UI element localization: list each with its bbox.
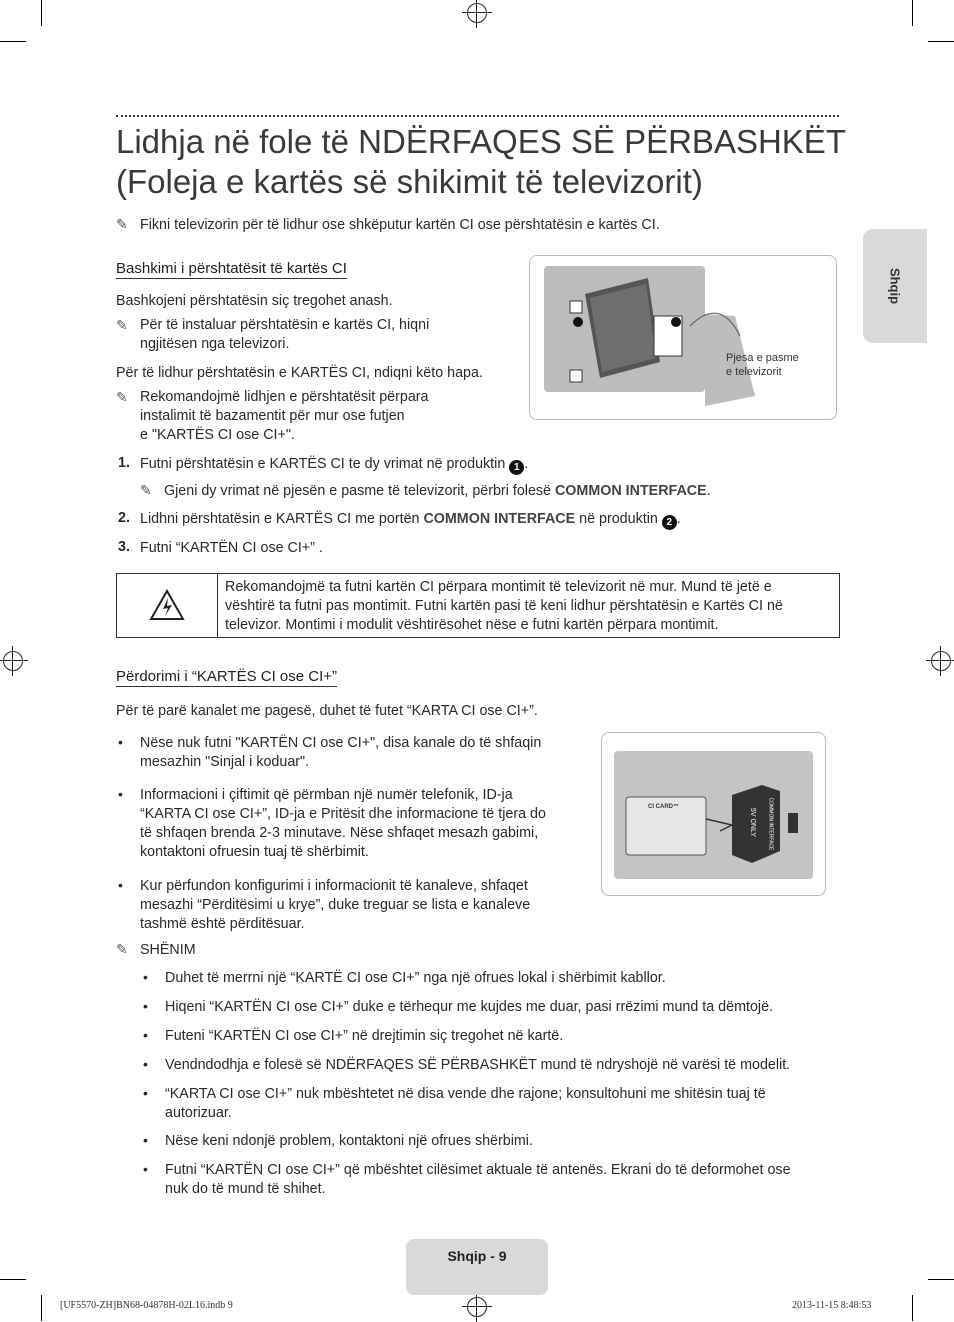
bullet: • (143, 1132, 148, 1148)
warning-line: Rekomandojmë ta futni kartën CI përpara montimit të televizorit në mur. Mund të jetë e (225, 579, 772, 595)
crop-mark (41, 0, 42, 26)
crop-mark (41, 1295, 42, 1321)
marker-1-icon: 1 (509, 460, 524, 475)
step-note-part: . (706, 483, 711, 499)
adapter-voltage-label: 5V ONLY (749, 807, 757, 838)
step-text-bold: COMMON INTERFACE (423, 511, 576, 527)
bullet-text (140, 786, 546, 862)
registration-mark-icon (467, 3, 487, 23)
note-item: Hiqeni “KARTËN CI ose CI+” duke e tërhequr me kujdes me duar, pasi rrëzimi mund ta dëmtojë. (165, 999, 774, 1015)
bullet: • (143, 1056, 148, 1072)
note-item (165, 1161, 791, 1199)
bullet-line: “KARTA CI ose CI+”, ID-ja e Pritësit dhe informacione të tjera do (140, 806, 546, 822)
step-text-part: në produktin (575, 511, 662, 527)
pencil-note-icon: ✎ (116, 389, 128, 405)
ci-card-illustration (601, 732, 826, 896)
page-number-tab (406, 1239, 548, 1295)
bullet: • (143, 998, 148, 1014)
bullet: • (143, 969, 148, 985)
warning-box (116, 573, 840, 638)
title-line-2: (Foleja e kartës së shikimit të televizorit) (116, 163, 703, 200)
warning-icon (149, 589, 185, 621)
hole-marker (570, 301, 582, 313)
note-line: Për të instaluar përshtatësin e kartës CI, hiqni (140, 317, 430, 333)
pencil-note-icon: ✎ (140, 482, 152, 498)
note-heading: SHËNIM (140, 942, 196, 958)
step-number: 2. (118, 510, 130, 526)
note-line: autorizuar. (165, 1105, 232, 1121)
note-line: “KARTA CI ose CI+” nuk mbështetet në disa vende dhe rajone; konsultohuni me shitësin tuaj të (165, 1086, 766, 1102)
section-heading: Përdorimi i “KARTËS CI ose CI+” (116, 668, 338, 685)
language-tab-label: Shqip (887, 267, 903, 305)
warning-divider (217, 574, 218, 637)
ci-adapter-face (590, 284, 656, 372)
bullet: • (118, 734, 123, 750)
title-divider (116, 115, 839, 117)
section-heading: Bashkimi i përshtatësit të kartës CI (116, 260, 347, 277)
paragraph: Për të parë kanalet me pagesë, duhet të futet “KARTA CI ose CI+”. (116, 703, 538, 719)
note-line: instalimit të bazamentit për mur ose futjen (140, 408, 405, 424)
hole-marker (570, 370, 582, 382)
step-text-part: Lidhni përshtatësin e KARTËS CI me portën (140, 511, 424, 527)
language-tab (863, 229, 927, 343)
bullet: • (118, 877, 123, 893)
adapter-plug (788, 813, 798, 833)
warning-line: vështirë ta futni pas montimit. Futni kartën pasi të keni lidhur përshtatësin e Kartës CI në (225, 598, 783, 614)
bullet-line: Nëse nuk futni "KARTËN CI ose CI+", disa kanale do të shfaqin (140, 735, 542, 751)
file-slug: [UF5570-ZH]BN68-04878H-02L16.indb 9 (60, 1300, 233, 1311)
step-text (140, 510, 681, 530)
registration-mark-icon (931, 651, 951, 671)
note-item: Vendndodhja e folesë së NDËRFAQES SË PËRBASHKËT mund të ndryshojë në varësi të modelit. (165, 1057, 791, 1073)
page-title (116, 122, 846, 202)
marker-2-icon: 2 (662, 515, 677, 530)
step-text: Futni “KARTËN CI ose CI+” . (140, 540, 323, 556)
bullet-text (140, 877, 530, 934)
crop-mark (928, 41, 954, 42)
bullet-line: tashmë është përditësuar. (140, 916, 305, 932)
step-text-part: Futni përshtatësin e KARTËS CI te dy vrimat në produktin (140, 456, 510, 472)
step-note-bold: COMMON INTERFACE (554, 483, 707, 499)
intro-note: Fikni televizorin për të lidhur ose shkëputur kartën CI ose përshtatësin e kartës CI. (140, 217, 660, 233)
crop-mark (0, 41, 26, 42)
warning-text (225, 578, 783, 635)
note-text (140, 316, 429, 354)
marker-1-icon (573, 317, 583, 327)
step-note (164, 482, 711, 501)
bullet: • (118, 786, 123, 802)
bullet: • (143, 1085, 148, 1101)
crop-mark (912, 1295, 913, 1321)
registration-mark-icon (3, 651, 23, 671)
bullet-text (140, 734, 541, 772)
paragraph: Për të lidhur përshtatësin e KARTËS CI, ndiqni këto hapa. (116, 365, 483, 381)
caption-line: e televizorit (726, 366, 782, 378)
adapter-illustration (529, 255, 837, 420)
image-caption (726, 351, 799, 379)
note-line: e "KARTËS CI ose CI+". (140, 427, 295, 443)
paragraph: Bashkojeni përshtatësin siç tregohet anash. (116, 293, 393, 309)
bullet-line: Informacioni i çiftimit që përmban një numër telefonik, ID-ja (140, 787, 513, 803)
bullet-line: mesazhin "Sinjal i koduar". (140, 754, 310, 770)
note-item: Futeni “KARTËN CI ose CI+” në drejtimin siç tregohet në kartë. (165, 1028, 564, 1044)
bullet-line: të shfaqen brenda 2-3 minutave. Nëse shfaqet mesazh gabimi, (140, 825, 539, 841)
caption-line: Pjesa e pasme (726, 352, 799, 364)
bullet: • (143, 1161, 148, 1177)
step-note-part: Gjeni dy vrimat në pjesën e pasme të televizorit, përbri folesë (164, 483, 555, 499)
note-line: nuk do të mund të shihet. (165, 1181, 326, 1197)
step-text-part: . (676, 511, 681, 527)
bullet-line: kontaktoni ofruesin tuaj të shërbimit. (140, 844, 369, 860)
note-line: ngjitësen nga televizori. (140, 336, 290, 352)
bullet-line: mesazhi “Përditësimi u krye”, duke treguar se lista e kanaleve (140, 897, 531, 913)
warning-line: televizor. Montimi i modulit vështirësohet nëse e futni kartën përpara montimit. (225, 617, 719, 633)
note-item (165, 1085, 766, 1123)
note-item: Nëse keni ndonjë problem, kontaktoni një ofrues shërbimi. (165, 1133, 533, 1149)
bullet: • (143, 1027, 148, 1043)
tv-back-illustration (530, 256, 836, 419)
crop-mark (928, 1279, 954, 1280)
crop-mark (912, 0, 913, 26)
registration-mark-icon (467, 1297, 487, 1317)
date-slug: 2013-11-15 8:48:53 (792, 1300, 872, 1311)
step-number: 1. (118, 455, 130, 471)
bullet-line: Kur përfundon konfigurimi i informacionit të kanaleve, shfaqet (140, 878, 528, 894)
crop-mark (0, 1279, 26, 1280)
adapter-label: COMMON INTERFACE (767, 797, 774, 851)
step-text (140, 455, 528, 475)
step-number: 3. (118, 539, 130, 555)
note-text (140, 388, 429, 445)
step-text-part: . (524, 456, 529, 472)
pencil-note-icon: ✎ (116, 317, 128, 333)
title-line-1: Lidhja në fole të NDËRFAQES SË PËRBASHKËT (116, 123, 846, 160)
note-line: Futni “KARTËN CI ose CI+” që mbështet cilësimet aktuale të antenës. Ekrani do të deformohet ose (165, 1162, 791, 1178)
pencil-note-icon: ✎ (116, 941, 128, 957)
pencil-note-icon: ✎ (116, 216, 128, 232)
note-line: Rekomandojmë lidhjen e përshtatësit përpara (140, 389, 429, 405)
ci-card-label: CI CARD™ (648, 804, 679, 810)
page-number: Shqip - 9 (447, 1248, 507, 1264)
ci-card-insert-illustration (602, 733, 825, 895)
marker-2-icon (671, 317, 681, 327)
note-item: Duhet të merrni një “KARTË CI ose CI+” nga një ofrues lokal i shërbimit kabllor. (165, 970, 666, 986)
